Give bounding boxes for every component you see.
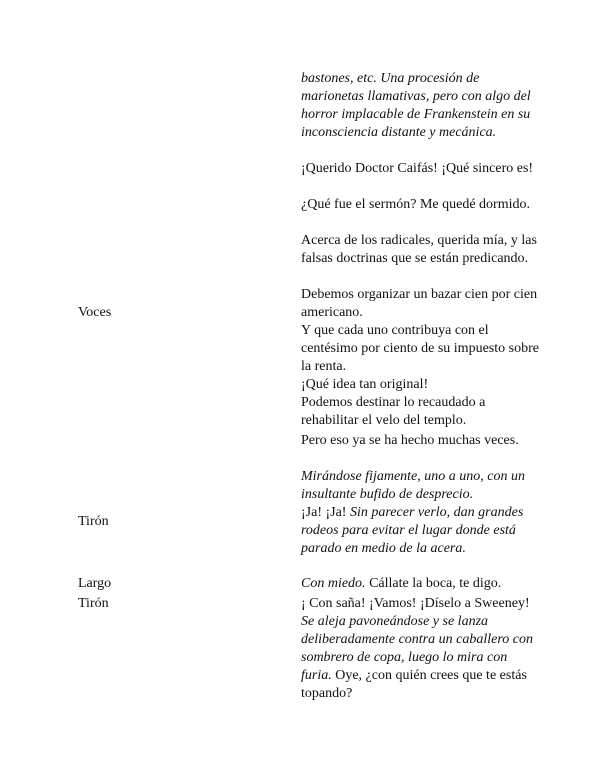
speaker-name: Voces [78, 305, 112, 320]
dialogue-text: ¡Ja! ¡Ja! [301, 505, 347, 520]
dialogue-line: ¡Qué idea tan original! [301, 377, 429, 392]
dialogue-line [301, 595, 541, 703]
dialogue-line: ¿Qué fue el sermón? Me quedé dormido. [301, 197, 530, 212]
dialogue-line: Pero eso ya se ha hecho muchas veces. [301, 433, 519, 448]
dialogue-line: Acerca de los radicales, querida mía, y las falsas doctrinas que se están predicando. [301, 233, 537, 266]
speaker-name: Largo [78, 576, 112, 591]
stage-direction: Sin parecer verlo, dan grandes rodeos para evitar el lugar donde está parado en medio de la acera. [301, 505, 524, 556]
stage-direction: Se aleja pavoneándose y se lanza deliberadamente contra un caballero con sombrero de copa, luego lo mira con furia. [301, 614, 533, 683]
dialogue-line: Debemos organizar un bazar cien por cien americano. [301, 287, 538, 320]
dialogue-text: ¡ Con saña! ¡Vamos! ¡Díselo a Sweeney! [301, 596, 530, 611]
dialogue-line [301, 575, 541, 593]
dialogue-text: Cállate la boca, te digo. [369, 576, 502, 591]
dialogue-text: Oye, ¿con quién crees que te estás topando? [301, 668, 527, 701]
stage-direction: Mirándose fijamente, uno a uno, con un insultante bufido de desprecio. [301, 469, 525, 502]
stage-direction: Con miedo. [301, 576, 366, 591]
dialogue-line [301, 504, 541, 558]
stage-direction: bastones, etc. Una procesión de marionetas llamativas, pero con algo del horror implacable de Frankenstein en su inconsciencia distante y mecánica. [301, 71, 531, 140]
speaker-name: Tirón [78, 596, 109, 611]
dialogue-line: Podemos destinar lo recaudado a rehabilitar el velo del templo. [301, 395, 486, 428]
dialogue-line: ¡Querido Doctor Caifás! ¡Qué sincero es! [301, 161, 534, 176]
dialogue-line: Y que cada uno contribuya con el centésimo por ciento de su impuesto sobre la renta. [301, 323, 539, 374]
speaker-name: Tirón [78, 514, 109, 529]
